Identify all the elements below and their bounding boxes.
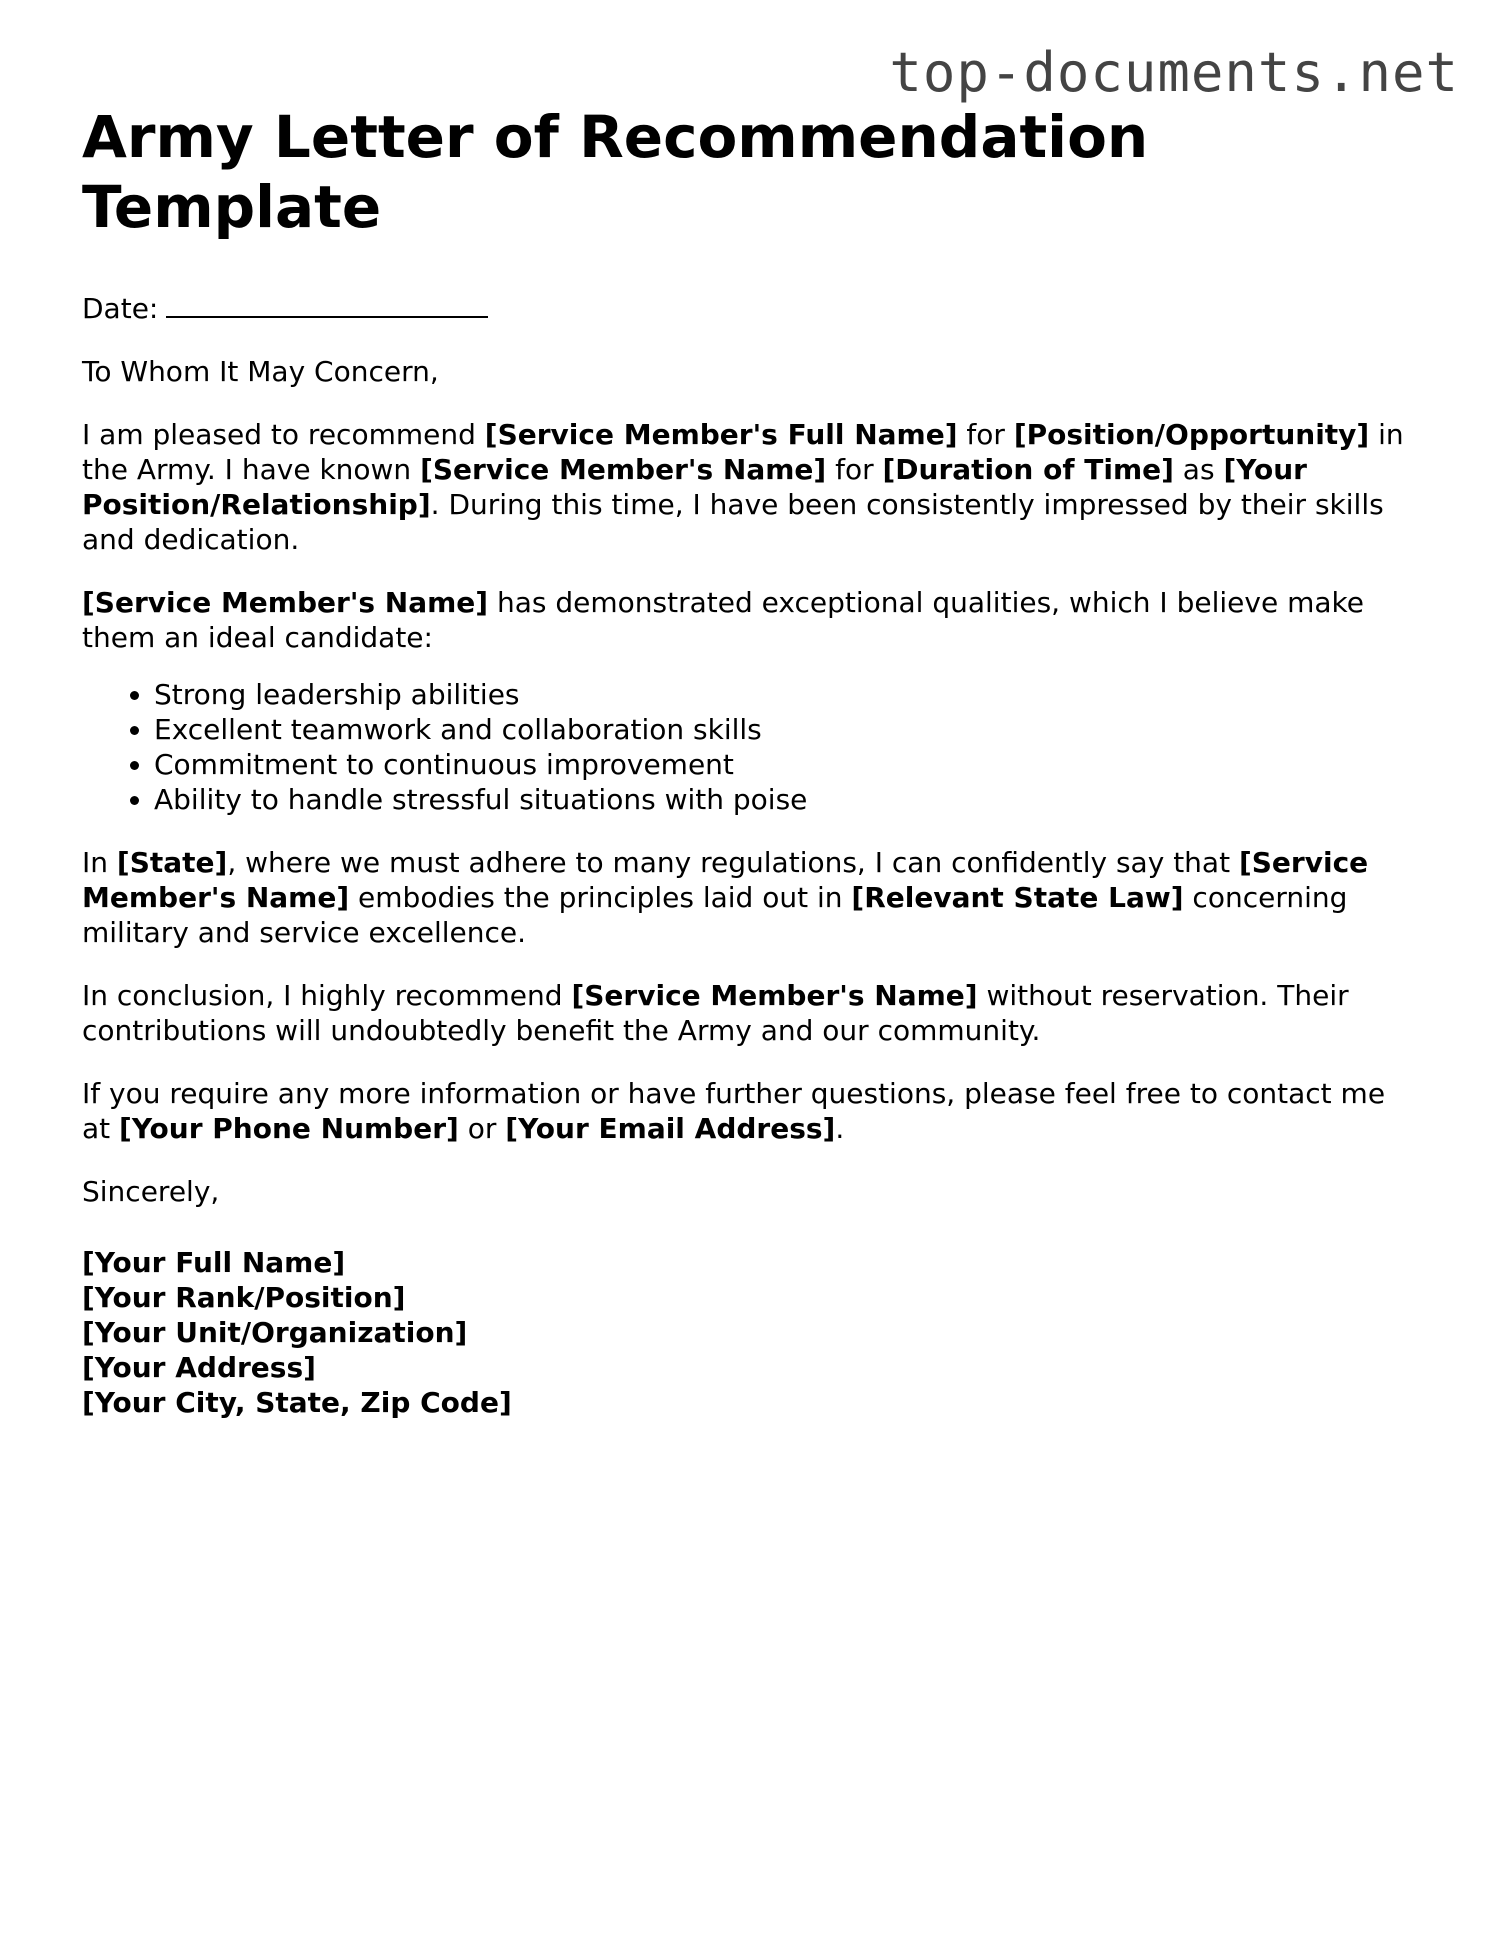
paragraph-qualities-intro bbox=[82, 585, 1422, 655]
placeholder-member-name: [Service Member's Name] bbox=[571, 979, 978, 1012]
placeholder-email: [Your Email Address] bbox=[505, 1112, 836, 1145]
placeholder-relationship: [Your Position/Relationship] bbox=[82, 453, 1307, 521]
list-item: • Commitment to continuous improvement bbox=[154, 747, 1422, 782]
text: embodies the principles laid out in bbox=[349, 881, 852, 914]
paragraph-conclusion bbox=[82, 978, 1422, 1048]
text: has demonstrated exceptional qualities, which I believe make them an ideal candidate: bbox=[82, 586, 1364, 654]
list-item: • Ability to handle stressful situations with poise bbox=[154, 782, 1422, 817]
text: I am pleased to recommend bbox=[82, 418, 485, 451]
placeholder-phone: [Your Phone Number] bbox=[119, 1112, 459, 1145]
document-title: Army Letter of Recommendation Template bbox=[82, 103, 1149, 241]
text: In bbox=[82, 846, 117, 879]
text: or bbox=[458, 1112, 506, 1145]
closing: Sincerely, bbox=[82, 1175, 220, 1208]
list-item: • Strong leadership abilities bbox=[154, 677, 1422, 712]
placeholder-member-name: [Service Member's Name] bbox=[420, 453, 827, 486]
text: for bbox=[957, 418, 1014, 451]
date-blank-field bbox=[166, 290, 488, 318]
placeholder-state-law: [Relevant State Law] bbox=[851, 881, 1184, 914]
paragraph-intro bbox=[82, 417, 1422, 557]
placeholder-state: [State] bbox=[116, 846, 228, 879]
signature-line-unit: [Your Unit/Organization] bbox=[82, 1316, 468, 1349]
text: , where we must adhere to many regulations, I can confidently say that bbox=[227, 846, 1239, 879]
signature-block bbox=[82, 1245, 1422, 1420]
text: concerning military and service excellence. bbox=[82, 881, 1348, 949]
placeholder-duration: [Duration of Time] bbox=[882, 453, 1174, 486]
text: in the Army. I have known bbox=[82, 418, 1404, 486]
paragraph-contact bbox=[82, 1076, 1422, 1146]
text: without reservation. Their contributions will undoubtedly benefit the Army and our community. bbox=[82, 979, 1349, 1047]
text: . During this time, I have been consistently impressed by their skills and dedication. bbox=[82, 488, 1384, 556]
list-item: • Excellent teamwork and collaboration skills bbox=[154, 712, 1422, 747]
text: If you require any more information or have further questions, please feel free to contact me at bbox=[82, 1077, 1386, 1145]
signature-line-name: [Your Full Name] bbox=[82, 1246, 346, 1279]
placeholder-member-name: [Service Member's Name] bbox=[82, 586, 489, 619]
salutation: To Whom It May Concern, bbox=[82, 355, 439, 388]
text: as bbox=[1173, 453, 1224, 486]
placeholder-position: [Position/Opportunity] bbox=[1013, 418, 1370, 451]
paragraph-state bbox=[82, 845, 1422, 950]
qualities-list bbox=[82, 677, 1422, 817]
signature-line-address: [Your Address] bbox=[82, 1351, 316, 1384]
date-label: Date: bbox=[82, 292, 159, 325]
watermark: top-documents.net bbox=[889, 41, 1459, 104]
placeholder-member-full-name: [Service Member's Full Name] bbox=[484, 418, 958, 451]
text: for bbox=[826, 453, 883, 486]
date-line bbox=[82, 290, 1422, 326]
placeholder-member-name: [Service Member's Name] bbox=[82, 846, 1369, 914]
signature-line-rank: [Your Rank/Position] bbox=[82, 1281, 406, 1314]
text: . bbox=[835, 1112, 845, 1145]
text: In conclusion, I highly recommend bbox=[82, 979, 572, 1012]
signature-line-city: [Your City, State, Zip Code] bbox=[82, 1386, 512, 1419]
letter-document bbox=[82, 102, 1422, 1420]
